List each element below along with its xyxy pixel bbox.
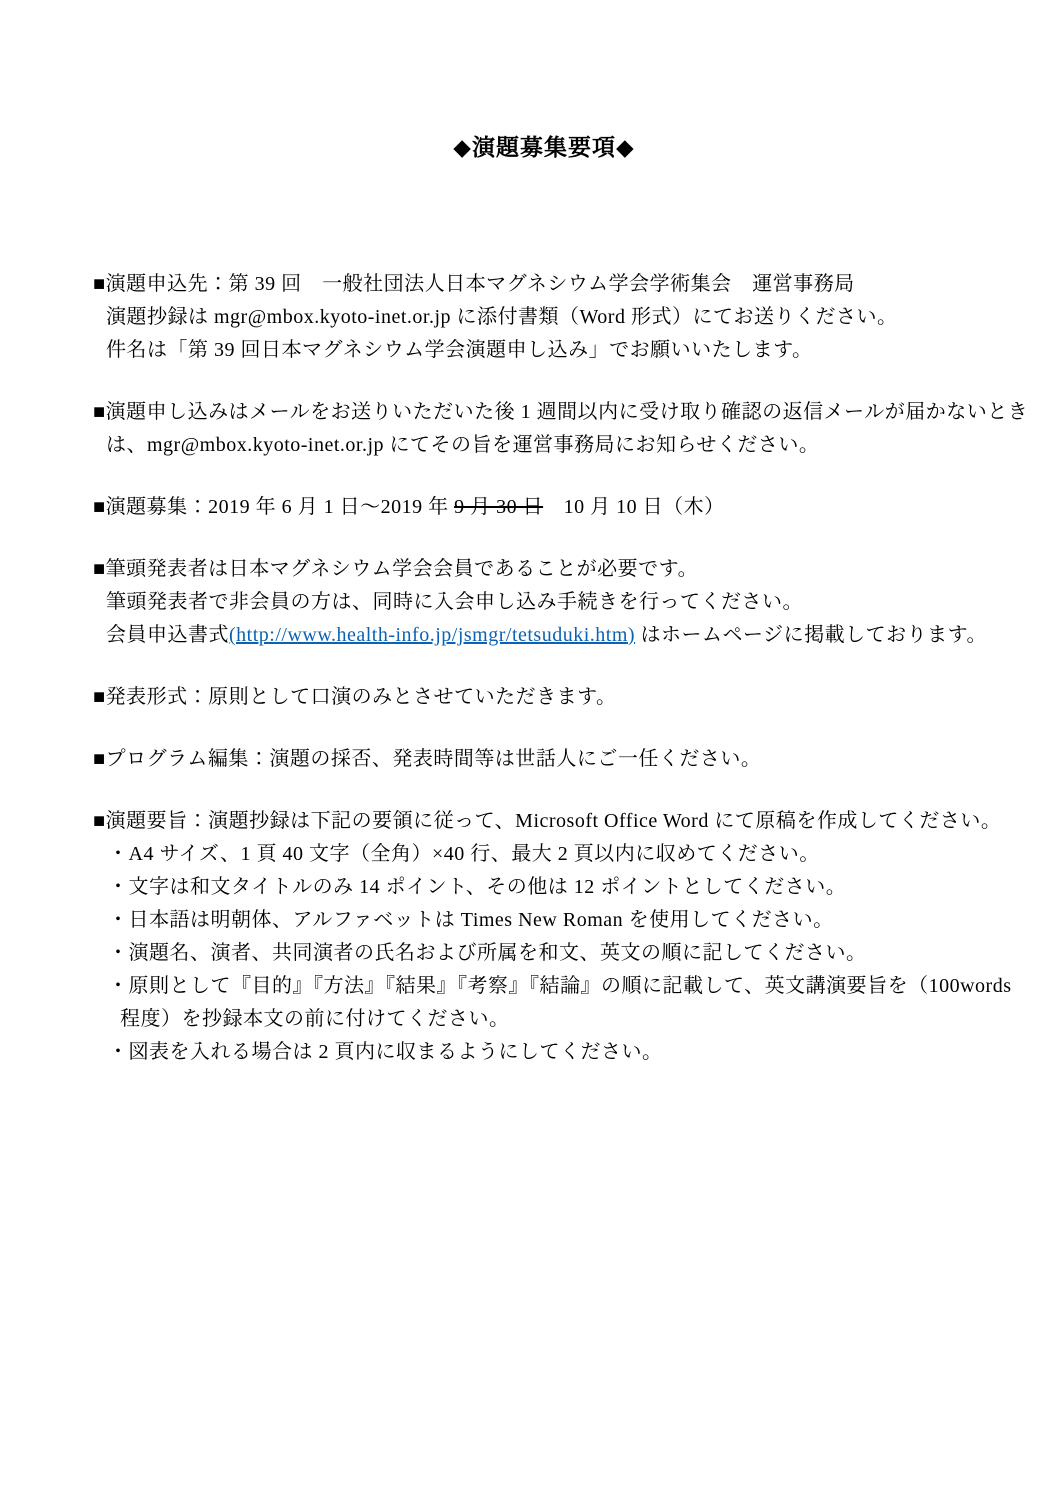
section-abstract-guidelines [93,805,1028,1069]
bullet-line: ・図表を入れる場合は 2 頁内に収まるようにしてください。 [108,1041,663,1063]
text-line: ■演題申し込みはメールをお送りいただいた後 1 週間以内に受け取り確認の返信メールが届かないとき [93,401,1029,423]
section-presentation-format [93,681,1028,714]
section-call-period [93,491,1028,524]
bullet-line: ・文字は和文タイトルのみ 14 ポイント、その他は 12 ポイントとしてください。 [108,876,847,898]
bullet-line: ・原則として『目的』『方法』『結果』『考察』『結論』の順に記載して、英文講演要旨を（100words [108,975,1012,997]
text-line: ■プログラム編集：演題の採否、発表時間等は世話人にご一任ください。 [93,748,762,770]
text-line: は、mgr@mbox.kyoto-inet.or.jp にてその旨を運営事務局にお知らせください。 [106,434,820,456]
section-program-editing [93,743,1028,776]
text-line: ■発表形式：原則として口演のみとさせていただきます。 [93,686,617,708]
text-line: 筆頭発表者で非会員の方は、同時に入会申し込み手続きを行ってください。 [106,591,803,613]
document-title: ◆演題募集要項◆ [453,135,635,160]
text-line [93,619,1028,652]
period-prefix: ■演題募集：2019 年 6 月 1 日～2019 年 [93,496,455,518]
text-line [93,491,1028,524]
text-line: 件名は「第 39 回日本マグネシウム学会演題申し込み」でお願いいたします。 [106,339,813,361]
period-new-deadline: 10 月 10 日（木） [543,496,725,518]
bullet-line: ・A4 サイズ、1 頁 40 文字（全角）×40 行、最大 2 頁以内に収めてください。 [108,843,820,865]
strikethrough-old-deadline: 9 月 30 日 [454,496,544,518]
bullet-line: ・日本語は明朝体、アルファベットは Times New Roman を使用してください。 [108,909,834,931]
section-email-confirmation [93,396,1028,462]
text-line: ■演題申込先：第 39 回 一般社団法人日本マグネシウム学会学術集会 運営事務局 [93,273,855,295]
bullet-continuation-line: 程度）を抄録本文の前に付けてください。 [120,1008,510,1030]
section-membership-requirement [93,553,1028,652]
membership-form-label: 会員申込書式 [106,624,229,646]
membership-form-link[interactable]: (http://www.health-info.jp/jsmgr/tetsuduki.htm) [229,624,636,646]
section-submission-address [93,268,1028,367]
text-line: 演題抄録は mgr@mbox.kyoto-inet.or.jp に添付書類（Word 形式）にてお送りください。 [106,306,898,328]
text-line: ■演題要旨：演題抄録は下記の要領に従って、Microsoft Office Word にて原稿を作成してください。 [93,810,1002,832]
membership-form-suffix: はホームページに掲載しております。 [635,624,988,646]
bullet-line: ・演題名、演者、共同演者の氏名および所属を和文、英文の順に記してください。 [108,942,867,964]
text-line: ■筆頭発表者は日本マグネシウム学会会員であることが必要です。 [93,558,699,580]
